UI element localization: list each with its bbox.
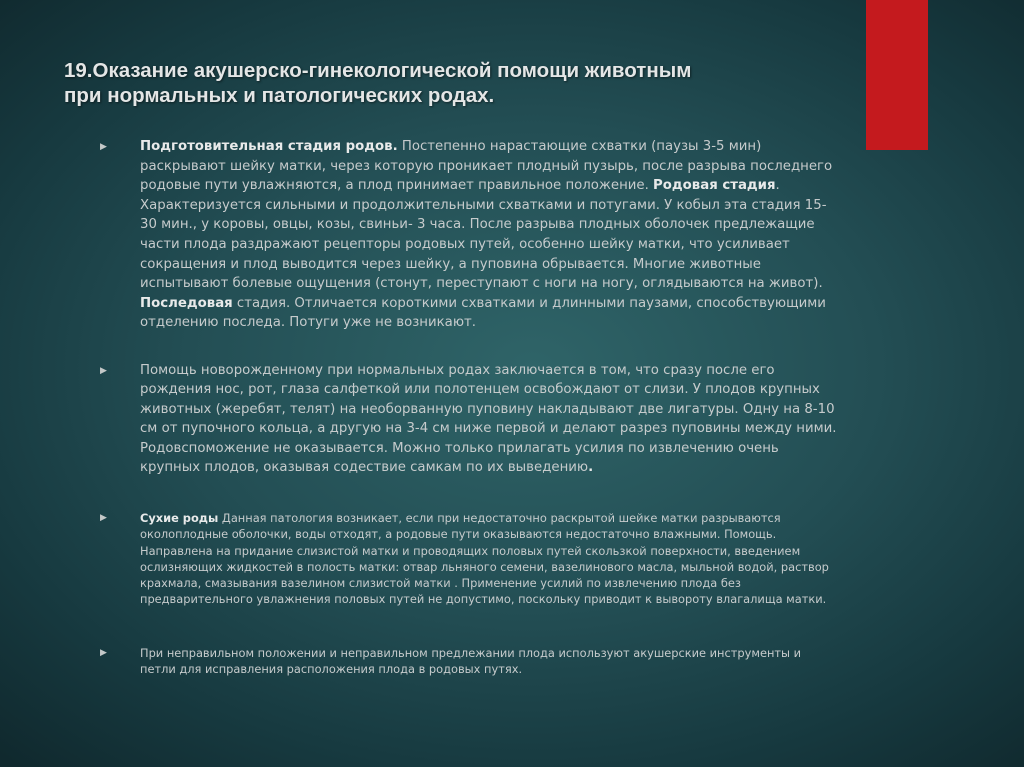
- text-afterbirth-stage: стадия. Отличается короткими схватками и длинными паузами, способствующими отделению последа. Потуги уже не возникают.: [140, 295, 826, 331]
- bullet-newborn-help-text: [140, 361, 840, 477]
- triangle-right-icon: ▶: [100, 142, 107, 152]
- text-newborn-help: Помощь новорожденному при нормальных родах заключается в том, что сразу после его рождения нос, рот, глаза салфеткой или полотенцем освобождают от слизи. У плодов крупных животных (жеребят, телят) на необорванную пуповину накладывают две лигатуры. Одну на 8-10 см от пупочного кольца, а другую на 3-4 см ниже первой и делают разрез пуповины между ними. Родовспоможение не оказывается. Можно только прилагать усилия по извлечению очень крупных плодов, оказывая содествие самкам по их выведению: [140, 363, 837, 476]
- heading-afterbirth-stage: Последовая: [140, 295, 233, 311]
- text-preparatory-stage: Постепенно нарастающие схватки (паузы 3-5 мин) раскрывают шейку матки, через которую проникает плодный пузырь, после разрыва последнего родовые пути увлажняются, а плод принимает правильное положение.: [140, 139, 833, 194]
- text-wrong-position: При неправильном положении и неправильном предлежании плода используют акушерские инструменты и петли для исправления расположения плода в родовых путях.: [140, 646, 802, 677]
- bullet-wrong-position-text: [140, 645, 840, 678]
- bullet-dry-birth-text: [140, 510, 840, 608]
- text-labor-stage: . Характеризуется сильными и продолжительными схватками и потугами. У кобыл эта стадия 15-30 мин., у коровы, овцы, козы, свиньи- 3 часа. После разрыва плодных оболочек предлежащие части плода раздражают рецепторы родовых путей, особенно шейку матки, что усиливает сокращения и плод выводится через шейку, а пуповина обрывается. Многие животные испытывают болевые ощущения (стонут, переступают с ноги на ногу, оглядываются на живот).: [140, 178, 827, 292]
- slide-title-line-2: при нормальных и патологических родах.: [64, 84, 495, 107]
- triangle-right-icon: ▶: [100, 648, 107, 658]
- red-accent-bar: [866, 0, 928, 150]
- text-dry-birth: Данная патология возникает, если при недостаточно раскрытой шейке матки разрываются околоплодные оболочки, воды отходят, а родовые пути оказываются недостаточно влажными. Помощь. Направлена на придание слизистой матки и проводящих половых путей скользкой поверхности, введением ослизняющих жидкостей в полость матки: отвар льняного семени, вазелинового масла, мыльной водой, раствор крахмала, смазывания вазелином слизистой матки . Применение усилий по извлечению плода без предварительного увлажнения половых путей не допустимо, поскольку приводит к вывороту влагалища матки.: [140, 511, 829, 607]
- heading-preparatory-stage: Подготовительная стадия родов.: [140, 139, 398, 154]
- heading-labor-stage: Родовая стадия: [653, 178, 776, 194]
- heading-dry-birth: Сухие роды: [140, 511, 219, 525]
- bullet-stages-text: [140, 137, 840, 333]
- triangle-right-icon: ▶: [100, 513, 107, 523]
- slide-title-line-1: 19.Оказание акушерско-гинекологической помощи животным: [64, 59, 692, 82]
- slide-title: [64, 58, 844, 108]
- triangle-right-icon: ▶: [100, 366, 107, 376]
- text-newborn-help-end: .: [588, 460, 594, 476]
